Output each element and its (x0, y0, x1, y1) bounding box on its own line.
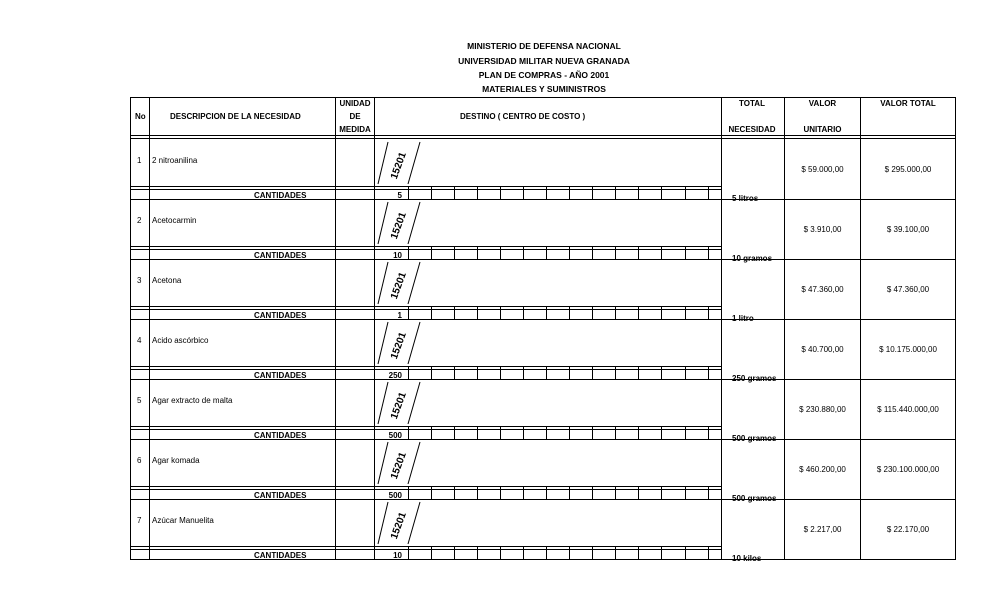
item-description: Azúcar Manuelita (152, 516, 214, 525)
col-unidad-2: DE (349, 112, 361, 121)
destino-grid-line (477, 246, 478, 259)
destino-grid-line (431, 546, 432, 559)
cost-center-slash (376, 381, 422, 425)
destino-grid-line (546, 486, 547, 499)
destino-grid-line (431, 486, 432, 499)
destino-grid-line (431, 306, 432, 319)
destino-grid-line (569, 246, 570, 259)
cantidades-label: CANTIDADES (254, 311, 307, 320)
destino-grid-line (708, 486, 709, 499)
cantidades-top-double (130, 549, 721, 550)
item-quantity: 10 (393, 251, 402, 260)
destino-grid-line (431, 366, 432, 379)
cantidades-top-double (130, 249, 721, 250)
destino-grid-line (546, 306, 547, 319)
destino-grid-line (638, 246, 639, 259)
ministry-title: MINISTERIO DE DEFENSA NACIONAL (467, 41, 621, 51)
destino-grid-line (431, 246, 432, 259)
destino-grid-line (431, 186, 432, 199)
table-column-line (130, 97, 131, 559)
item-total-value: $ 295.000,00 (884, 165, 932, 174)
cost-center-slash (376, 501, 422, 545)
destino-grid-line (477, 306, 478, 319)
item-total-necesidad: 10 gramos (732, 254, 773, 263)
destino-grid-line (638, 426, 639, 439)
table-column-line (784, 97, 785, 559)
cantidades-label: CANTIDADES (254, 251, 307, 260)
cantidades-top-double (130, 429, 721, 430)
item-total-necesidad: 1 litro (732, 314, 754, 323)
destino-grid-line (569, 546, 570, 559)
item-quantity: 1 (397, 311, 402, 320)
cost-center-slash (376, 141, 422, 185)
item-description: 2 nitroanilina (152, 156, 198, 165)
cantidades-label: CANTIDADES (254, 371, 307, 380)
destino-grid-line (661, 186, 662, 199)
destino-grid-line (638, 306, 639, 319)
category-title: MATERIALES Y SUMINISTROS (482, 84, 606, 94)
destino-grid-line (592, 246, 593, 259)
item-number: 6 (137, 456, 142, 465)
item-unit-value: $ 460.200,00 (799, 465, 846, 474)
destino-grid-line (592, 306, 593, 319)
item-description: Acido ascórbico (152, 336, 209, 345)
destino-grid-line (615, 366, 616, 379)
destino-grid-line (592, 366, 593, 379)
destino-grid-line (477, 186, 478, 199)
item-quantity: 500 (388, 431, 402, 440)
destino-grid-line (592, 426, 593, 439)
col-total-1: TOTAL (739, 99, 765, 108)
item-total-necesidad: 5 litros (732, 194, 759, 203)
destino-grid-line (454, 306, 455, 319)
destino-grid-line (685, 246, 686, 259)
destino-grid-line (546, 366, 547, 379)
cantidades-top-double (130, 309, 721, 310)
destino-grid-line (408, 486, 409, 499)
destino-grid-line (661, 486, 662, 499)
destino-grid-line (431, 426, 432, 439)
col-valor-1: VALOR (808, 99, 837, 108)
cantidades-top-double (130, 489, 721, 490)
cantidades-label: CANTIDADES (254, 431, 307, 440)
cantidades-top-double (130, 189, 721, 190)
header-bottom-border (130, 135, 956, 136)
item-unit-value: $ 59.000,00 (801, 165, 844, 174)
destino-grid-line (408, 546, 409, 559)
item-unit-value: $ 230.880,00 (799, 405, 846, 414)
cantidades-top-border (130, 486, 721, 487)
destino-grid-line (500, 246, 501, 259)
cost-center-slash (376, 261, 422, 305)
destino-grid-line (638, 486, 639, 499)
destino-grid-line (569, 486, 570, 499)
cost-center-code: 15201 (389, 450, 409, 481)
destino-grid-line (523, 426, 524, 439)
destino-grid-line (708, 366, 709, 379)
destino-grid-line (523, 246, 524, 259)
item-total-value: $ 230.100.000,00 (876, 465, 940, 474)
destino-grid-line (546, 546, 547, 559)
destino-grid-line (546, 426, 547, 439)
destino-grid-line (523, 366, 524, 379)
col-no: No (135, 112, 146, 121)
col-valor-total: VALOR TOTAL (880, 99, 936, 108)
col-unidad-3: MEDIDA (339, 125, 371, 134)
destino-grid-line (454, 246, 455, 259)
table-column-line (335, 97, 336, 559)
cost-center-code: 15201 (389, 210, 409, 241)
destino-grid-line (408, 366, 409, 379)
item-total-necesidad: 250 gramos (732, 374, 777, 383)
table-column-line (149, 97, 150, 559)
destino-grid-line (661, 546, 662, 559)
university-title: UNIVERSIDAD MILITAR NUEVA GRANADA (458, 56, 630, 66)
destino-grid-line (454, 186, 455, 199)
item-number: 7 (137, 516, 142, 525)
item-unit-value: $ 47.360,00 (801, 285, 844, 294)
destino-grid-line (638, 366, 639, 379)
destino-grid-line (708, 426, 709, 439)
destino-grid-line (454, 366, 455, 379)
destino-grid-line (685, 306, 686, 319)
destino-grid-line (408, 246, 409, 259)
destino-grid-line (615, 546, 616, 559)
item-total-value: $ 115.440.000,00 (877, 405, 939, 414)
cantidades-label: CANTIDADES (254, 491, 307, 500)
destino-grid-line (708, 186, 709, 199)
item-unit-value: $ 3.910,00 (803, 225, 842, 234)
cost-center-code: 15201 (389, 390, 409, 421)
destino-grid-line (661, 366, 662, 379)
cantidades-top-border (130, 426, 721, 427)
item-total-necesidad: 10 kilos (732, 554, 762, 563)
item-number: 4 (137, 336, 142, 345)
item-number: 5 (137, 396, 142, 405)
destino-grid-line (477, 486, 478, 499)
destino-grid-line (477, 426, 478, 439)
destino-grid-line (592, 546, 593, 559)
item-number: 1 (137, 156, 142, 165)
item-number: 2 (137, 216, 142, 225)
cantidades-top-border (130, 546, 721, 547)
destino-grid-line (638, 546, 639, 559)
cost-center-code: 15201 (389, 330, 409, 361)
destino-grid-line (546, 186, 547, 199)
item-description: Agar komada (152, 456, 200, 465)
destino-grid-line (592, 186, 593, 199)
destino-grid-line (615, 426, 616, 439)
destino-grid-line (569, 306, 570, 319)
destino-grid-line (523, 306, 524, 319)
destino-grid-line (708, 306, 709, 319)
cantidades-label: CANTIDADES (254, 191, 307, 200)
item-total-value: $ 39.100,00 (886, 225, 930, 234)
destino-grid-line (685, 186, 686, 199)
destino-grid-line (638, 186, 639, 199)
destino-grid-line (569, 366, 570, 379)
destino-grid-line (708, 246, 709, 259)
item-quantity: 500 (388, 491, 402, 500)
plan-title: PLAN DE COMPRAS - AÑO 2001 (478, 70, 610, 80)
col-valor-2: UNITARIO (803, 125, 842, 134)
col-total-2: NECESIDAD (728, 125, 776, 134)
destino-grid-line (500, 486, 501, 499)
destino-grid-line (569, 426, 570, 439)
cost-center-slash (376, 441, 422, 485)
destino-grid-line (408, 186, 409, 199)
cost-center-code: 15201 (389, 270, 409, 301)
destino-grid-line (592, 486, 593, 499)
destino-grid-line (615, 246, 616, 259)
cantidades-top-border (130, 246, 721, 247)
item-quantity: 10 (393, 551, 402, 560)
item-total-value: $ 47.360,00 (886, 285, 930, 294)
item-total-value: $ 22.170,00 (886, 525, 930, 534)
col-destino: DESTINO ( CENTRO DE COSTO ) (460, 112, 586, 121)
destino-grid-line (454, 546, 455, 559)
item-total-necesidad: 500 gramos (732, 434, 777, 443)
item-quantity: 250 (388, 371, 402, 380)
table-column-line (721, 97, 722, 559)
destino-grid-line (615, 186, 616, 199)
item-unit-value: $ 2.217,00 (803, 525, 842, 534)
item-description: Acetocarmin (152, 216, 197, 225)
col-descripcion: DESCRIPCION DE LA NECESIDAD (170, 112, 301, 121)
destino-grid-line (500, 306, 501, 319)
destino-grid-line (408, 426, 409, 439)
table-column-line (955, 97, 956, 559)
cantidades-top-border (130, 366, 721, 367)
item-total-value: $ 10.175.000,00 (879, 345, 937, 354)
destino-grid-line (569, 186, 570, 199)
destino-grid-line (708, 546, 709, 559)
destino-grid-line (685, 426, 686, 439)
item-number: 3 (137, 276, 142, 285)
table-top-border (130, 97, 956, 98)
table-column-line (374, 97, 375, 559)
cantidades-top-border (130, 186, 721, 187)
cost-center-slash (376, 321, 422, 365)
destino-grid-line (685, 486, 686, 499)
destino-grid-line (523, 546, 524, 559)
destino-grid-line (661, 246, 662, 259)
destino-grid-line (523, 486, 524, 499)
header-bottom-double (130, 138, 956, 139)
item-quantity: 5 (397, 191, 402, 200)
destino-grid-line (500, 366, 501, 379)
destino-grid-line (454, 426, 455, 439)
destino-grid-line (685, 366, 686, 379)
cost-center-code: 15201 (389, 510, 409, 541)
destino-grid-line (500, 426, 501, 439)
item-description: Acetona (152, 276, 182, 285)
destino-grid-line (477, 366, 478, 379)
destino-grid-line (661, 426, 662, 439)
destino-grid-line (685, 546, 686, 559)
cost-center-code: 15201 (389, 150, 409, 181)
destino-grid-line (477, 546, 478, 559)
table-column-line (860, 97, 861, 559)
item-unit-value: $ 40.700,00 (801, 345, 844, 354)
cantidades-label: CANTIDADES (254, 551, 307, 560)
destino-grid-line (454, 486, 455, 499)
destino-grid-line (615, 486, 616, 499)
destino-grid-line (500, 186, 501, 199)
destino-grid-line (523, 186, 524, 199)
item-description: Agar extracto de malta (152, 396, 233, 405)
cantidades-top-border (130, 306, 721, 307)
destino-grid-line (661, 306, 662, 319)
destino-grid-line (500, 546, 501, 559)
item-total-necesidad: 500 gramos (732, 494, 777, 503)
col-unidad-1: UNIDAD (339, 99, 371, 108)
destino-grid-line (408, 306, 409, 319)
cantidades-top-double (130, 369, 721, 370)
destino-grid-line (615, 306, 616, 319)
cost-center-slash (376, 201, 422, 245)
destino-grid-line (546, 246, 547, 259)
